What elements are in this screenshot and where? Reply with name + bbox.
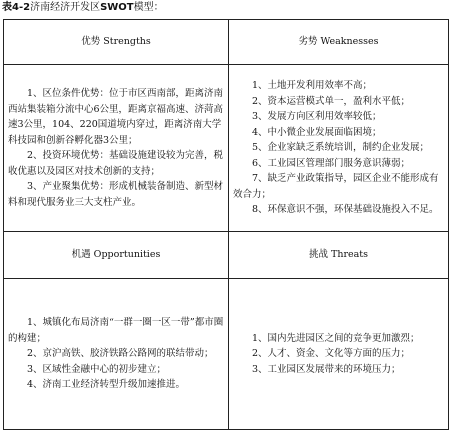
threats-cell: [229, 279, 449, 430]
caption-suffix: 模型：: [133, 2, 164, 13]
strengths-item: 3、产业聚集优势：形成机械装备制造、新型材料和现代服务业三大支柱产业。: [8, 181, 224, 208]
threats-header: 挑战 Threats: [229, 232, 449, 279]
weaknesses-item: 8、环保意识不强，环保基础设施投入不足。: [252, 204, 439, 216]
weaknesses-header: 劣势 Weaknesses: [229, 20, 449, 65]
opportunities-cell: [4, 279, 229, 430]
table-row: [4, 232, 449, 279]
table-row: [4, 20, 449, 65]
opportunities-item: 1、城镇化布局济南“一群一圈一区一带”都市圈的构建；: [8, 317, 224, 344]
opportunities-item: 2、京沪高铁、胶济铁路公路网的联结带动；: [27, 348, 214, 360]
swot-table: [3, 19, 449, 430]
table-row: [4, 279, 449, 430]
caption-title: 济南经济开发区: [30, 2, 101, 13]
weaknesses-item: 1、土地开发利用效率不高；: [252, 80, 373, 92]
weaknesses-cell: [229, 65, 449, 232]
weaknesses-item: 2、资本运营模式单一，盈利水平低；: [252, 95, 411, 107]
threats-item: 1、国内先进园区之间的竞争更加激烈；: [252, 332, 420, 344]
strengths-header: 优势 Strengths: [4, 20, 229, 65]
strengths-item: 2、投资环境优势：基础设施建设较为完善，税收优惠以及园区对技术创新的支持；: [8, 150, 224, 177]
opportunities-header: 机遇 Opportunities: [4, 232, 229, 279]
threats-item: 3、工业园区发展带来的环境压力；: [252, 363, 401, 375]
caption-swot: SWOT: [100, 2, 134, 13]
weaknesses-item: 4、中小微企业发展面临困境；: [252, 126, 382, 138]
strengths-item: 1、区位条件优势：位于市区西南部，距离济南西站集装箱分流中心6公里，距离京福高速、济菏高速3公里，104、220国道境内穿过，距离济南大学科技园和创新谷孵化器3公里；: [8, 88, 224, 146]
weaknesses-item: 5、企业家缺乏系统培训，制约企业发展；: [252, 142, 430, 154]
opportunities-item: 4、济南工业经济转型升级加速推进。: [27, 379, 186, 391]
threats-item: 2、人才、资金、文化等方面的压力；: [252, 348, 411, 360]
strengths-cell: [4, 65, 229, 232]
table-row: [4, 65, 449, 232]
opportunities-item: 3、区域性金融中心的初步建立；: [27, 363, 167, 375]
weaknesses-item: 3、发展方向区利用效率较低；: [252, 111, 382, 123]
weaknesses-item: 7、缺乏产业政策指导，园区企业不能形成有效合力；: [233, 173, 439, 200]
table-caption: [2, 2, 164, 14]
caption-prefix: 表4-2: [2, 2, 31, 13]
weaknesses-item: 6、工业园区管理部门服务意识薄弱；: [252, 157, 411, 169]
